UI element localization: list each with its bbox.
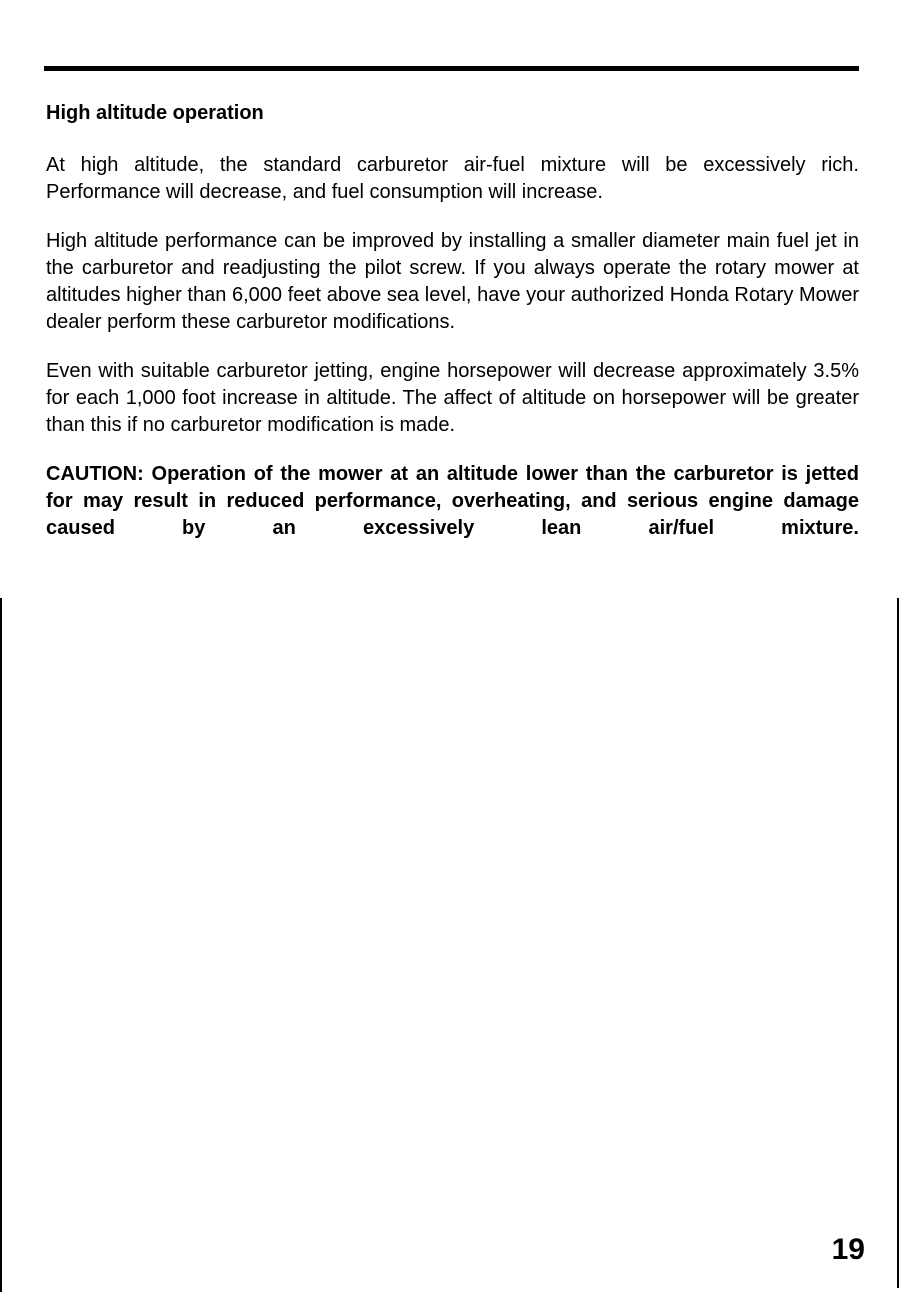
left-scan-edge: [0, 598, 2, 1292]
top-divider: [44, 66, 859, 71]
section-heading: High altitude operation: [46, 102, 264, 124]
page-content: [46, 98, 859, 542]
page-number: 19: [831, 1233, 865, 1266]
paragraph-horsepower-loss: Even with suitable carburetor jetting, engine horsepower will decrease approximately 3.5% for each 1,000 foot increase in altitude. The affect of altitude on horsepower will be greater than this if no carburetor modification is made.: [46, 360, 859, 436]
paragraph-mixture-rich: At high altitude, the standard carburetor air-fuel mixture will be excessively rich. Performance will decrease, and fuel consumption will increase.: [46, 154, 859, 203]
paragraph-jet-modification: High altitude performance can be improved by installing a smaller diameter main fuel jet in the carburetor and readjusting the pilot screw. If you always operate the rotary mower at altitudes higher than 6,000 feet above sea level, have your authorized Honda Rotary Mower dealer perform these carburetor modifications.: [46, 230, 859, 333]
caution-notice: CAUTION: Operation of the mower at an altitude lower than the carburetor is jetted for may result in reduced performance, overheating, and serious engine damage caused by an excessively lean air/fuel mixture.: [46, 463, 859, 539]
